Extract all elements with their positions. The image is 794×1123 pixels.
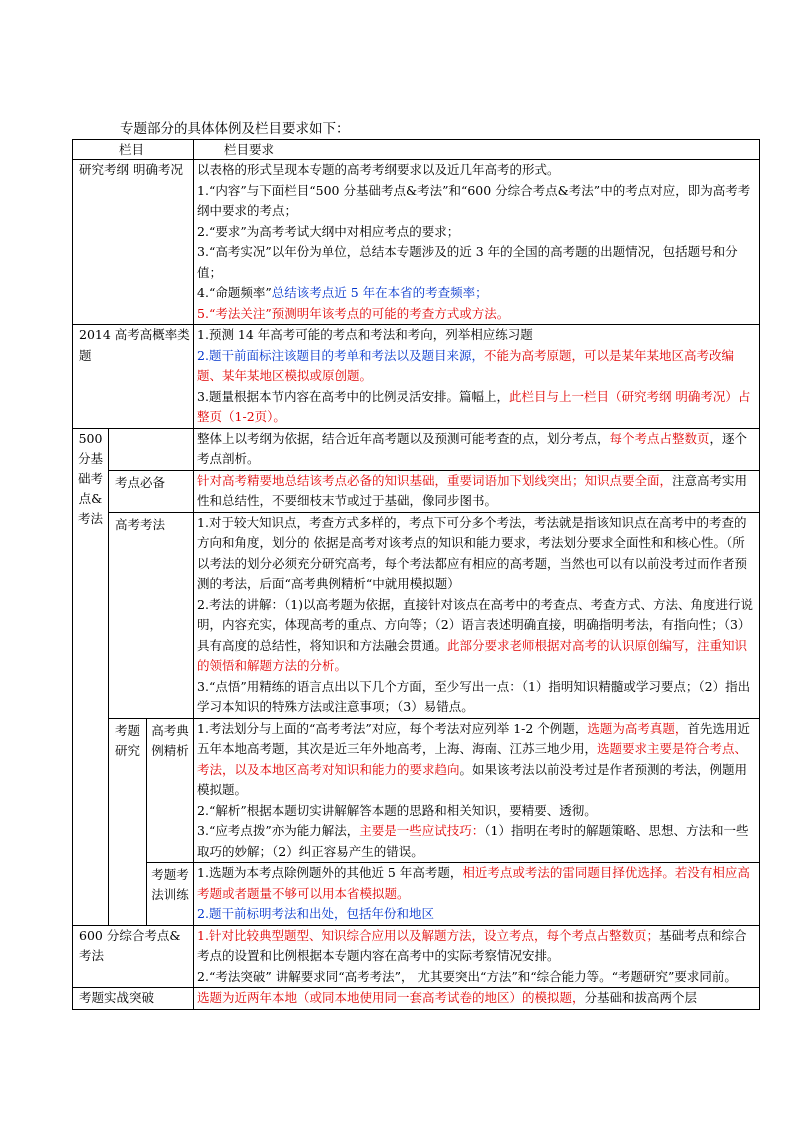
text-line: 以表格的形式呈现本专题的高考考纲要求以及近几年高考的形式。 [197,162,560,177]
text-span: （1）指明在考时的解题策略、思想、方法和一些取巧的妙解；（2）纠正容易产生的错误。 [197,823,749,859]
row-label-vertical: 500分基础考点&考法 [73,428,109,925]
text-line: 2.“考法突破” 讲解要求同“高考考法”， 尤其要突出“方法”和“综合能力等。“考题研究”要求同前。 [197,968,737,984]
sub-row-label: 高考考法 [109,512,194,718]
highlight-blue: 2.题干前面标注该题目的考单和考法以及题目来源， [197,347,484,363]
row-content [194,428,760,470]
highlight-blue: 总结该考点近 5 年在本省的考查频率； [271,285,488,300]
row-label: 600 分综合考点&考法 [73,925,194,988]
table-row [73,160,760,325]
text-span: 整体上以考纲为依据，结合近年高考题以及预测可能考查的点，划分考点， [197,430,610,446]
sub-row-label: 考点必备 [109,470,194,512]
table-row [73,988,760,1010]
empty-cell [109,428,194,470]
highlight-red: 每个考点占整数页 [609,430,710,446]
table-row [73,925,760,988]
text-line: 2.“要求”为高考考试大纲中对相应考点的要求； [197,223,460,239]
text-line [197,595,756,677]
text-line: 1.“内容”与下面栏目“500 分基础考点&考法”和“600 分综合考点&考法”中的考点对应，即为高考考纲中要求的考点； [197,182,751,218]
row-content [194,470,760,512]
highlight-blue: 2.题干前标明考法和出处，包括年份和地区 [197,906,434,921]
text-line [197,821,756,862]
text-span: 4.“命题频率” [197,285,272,300]
highlight-red: 5.“考法关注”预测明年该考点的可能的考查方式或方法。 [197,305,510,321]
highlight-red: 针对高考精要地总结该考点必备的知识基础，重要词语加下划线突出；知识点要全面， [197,472,673,488]
table-row [73,863,760,926]
row-content [194,160,760,325]
text-line: 1.对于较大知识点，考查方式多样的，考点下可分多个考法，考法就是指该知识点在高考中的考查的方向和角度，划分的 依据是高考对该考点的知识和能力要求，考法划分要求全面性和和核心性。（所以考法的划分必须充分研究高考，每个考法都应有相应的高考题，当然也可以有以前没考过而作者预测的考法，后面“高考典例精析“中就用模拟题） [197,514,748,591]
text-line [197,387,756,428]
highlight-red: 选题为高考真题， [587,720,688,736]
highlight-red: 1.针对比较典型题型、知识综合应用以及解题方法，设立考点，每个考点占整数页； [197,927,659,943]
text-span: 注意高考实用性和总结性，不要细枝末节或过于基础，像同步图书。 [197,472,748,508]
row-content [194,863,760,926]
text-span: 基础考点和综合考点的设置和比例根据本专题内容在高考中的实际考察情况安排。 [197,927,747,963]
header-column-requirements: 栏目要求 [194,140,760,160]
table-row [73,470,760,512]
row-content [194,925,760,988]
text-line [197,863,756,904]
highlight-red: 不能为高考原题，可以是某年某地区高考改编题、某年某地区模拟或原创题。 [197,347,734,383]
requirements-table [72,139,759,1010]
row-content [194,988,760,1010]
text-span: 1.考法划分与上面的“高考考法”对应，每个考法对应列举 1-2 个例题， [197,720,588,736]
text-line [197,283,756,304]
text-line [197,471,756,512]
highlight-red: 选题要求主要是符合考点、考法，以及本地区高考对知识和能力的要求趋向 [197,741,748,777]
table-row [73,718,760,863]
text-span: 1.选题为本考点除例题外的其他近 5 年高考题， [197,865,463,880]
row-label: 2014 高考高概率类题 [73,325,194,429]
text-span: 3.题量根据本节内容在高考中的比例灵活安排。篇幅上， [197,388,509,404]
text-line [197,926,756,967]
table-row [73,325,760,429]
row-content [194,718,760,863]
highlight-red: 相近考点或考法的雷同题目择优选择。若没有相应高考题或者题量不够可以用本省模拟题。 [197,865,750,901]
highlight-red: 此栏目与上一栏目（研究考纲 明确考况）占整页（1-2页）。 [197,388,751,424]
text-line [197,346,756,387]
header-column-label: 栏目 [73,140,194,160]
text-span: 。如果该考法以前没考过是作者预测的考法，例题用模拟题。 [197,761,748,797]
sub-sub-label: 高考典例精析 [147,718,194,863]
text-line: 3.“高考实况”以年份为单位，总结本专题涉及的近 3 年的全国的高考题的出题情况，包括题号和分值； [197,244,738,280]
highlight-red: 选题为近两年本地（或同本地使用同一套高考试卷的地区）的模拟题， [197,990,585,1005]
row-content [194,325,760,429]
table-header-row [73,140,760,160]
row-content [194,512,760,718]
row-label: 研究考纲 明确考况 [73,160,194,325]
text-span: 2.考法的讲解：（1)以高考题为依据，直接针对该点在高考中的考查点、考查方式、方法、角度进行说明，内容充实，体现高考的重点、方向等；（2）语言表述明确直接，明确指明考法，有指向性；（3）具有高度的总结性，将知识和方法融会贯通。 [197,596,754,653]
text-line: 3.“点悟”用精练的语言点出以下几个方面，至少写出一点：（1）指明知识精髓或学习要点；（2）指出学习本知识的特殊方法或注意事项；（3）易错点。 [197,678,751,714]
highlight-red: 此部分要求老师根据对高考的认识原创编写，注重知识的领悟和解题方法的分析。 [197,637,748,673]
row-label: 考题实战突破 [73,988,194,1010]
sub-sub-label: 考题考法训练 [147,863,194,926]
text-span: ，逐个考点剖析。 [197,430,748,466]
text-line: 2.“解析”根据本题切实讲解解答本题的思路和相关知识，要精要、透彻。 [197,802,597,818]
table-row [73,512,760,718]
sub-row-label-vertical: 考题研究 [109,718,147,925]
text-line: 1.预测 14 年高考可能的考点和考法和考向，列举相应练习题 [197,327,533,342]
highlight-red: 主要是一些应试技巧： [359,823,485,838]
text-span: 首先选用近五年本地高考题，其次是近三年外地高考，上海、海南、江苏三地少用， [197,720,750,756]
text-line [197,719,756,801]
text-span: 分基础和拔高两个层 [584,990,698,1005]
text-line [197,429,756,470]
intro-text: 专题部分的具体体例及栏目要求如下： [120,121,350,137]
table-row [73,428,760,470]
text-span: 3.“应考点拨”亦为能力解法， [197,823,360,838]
